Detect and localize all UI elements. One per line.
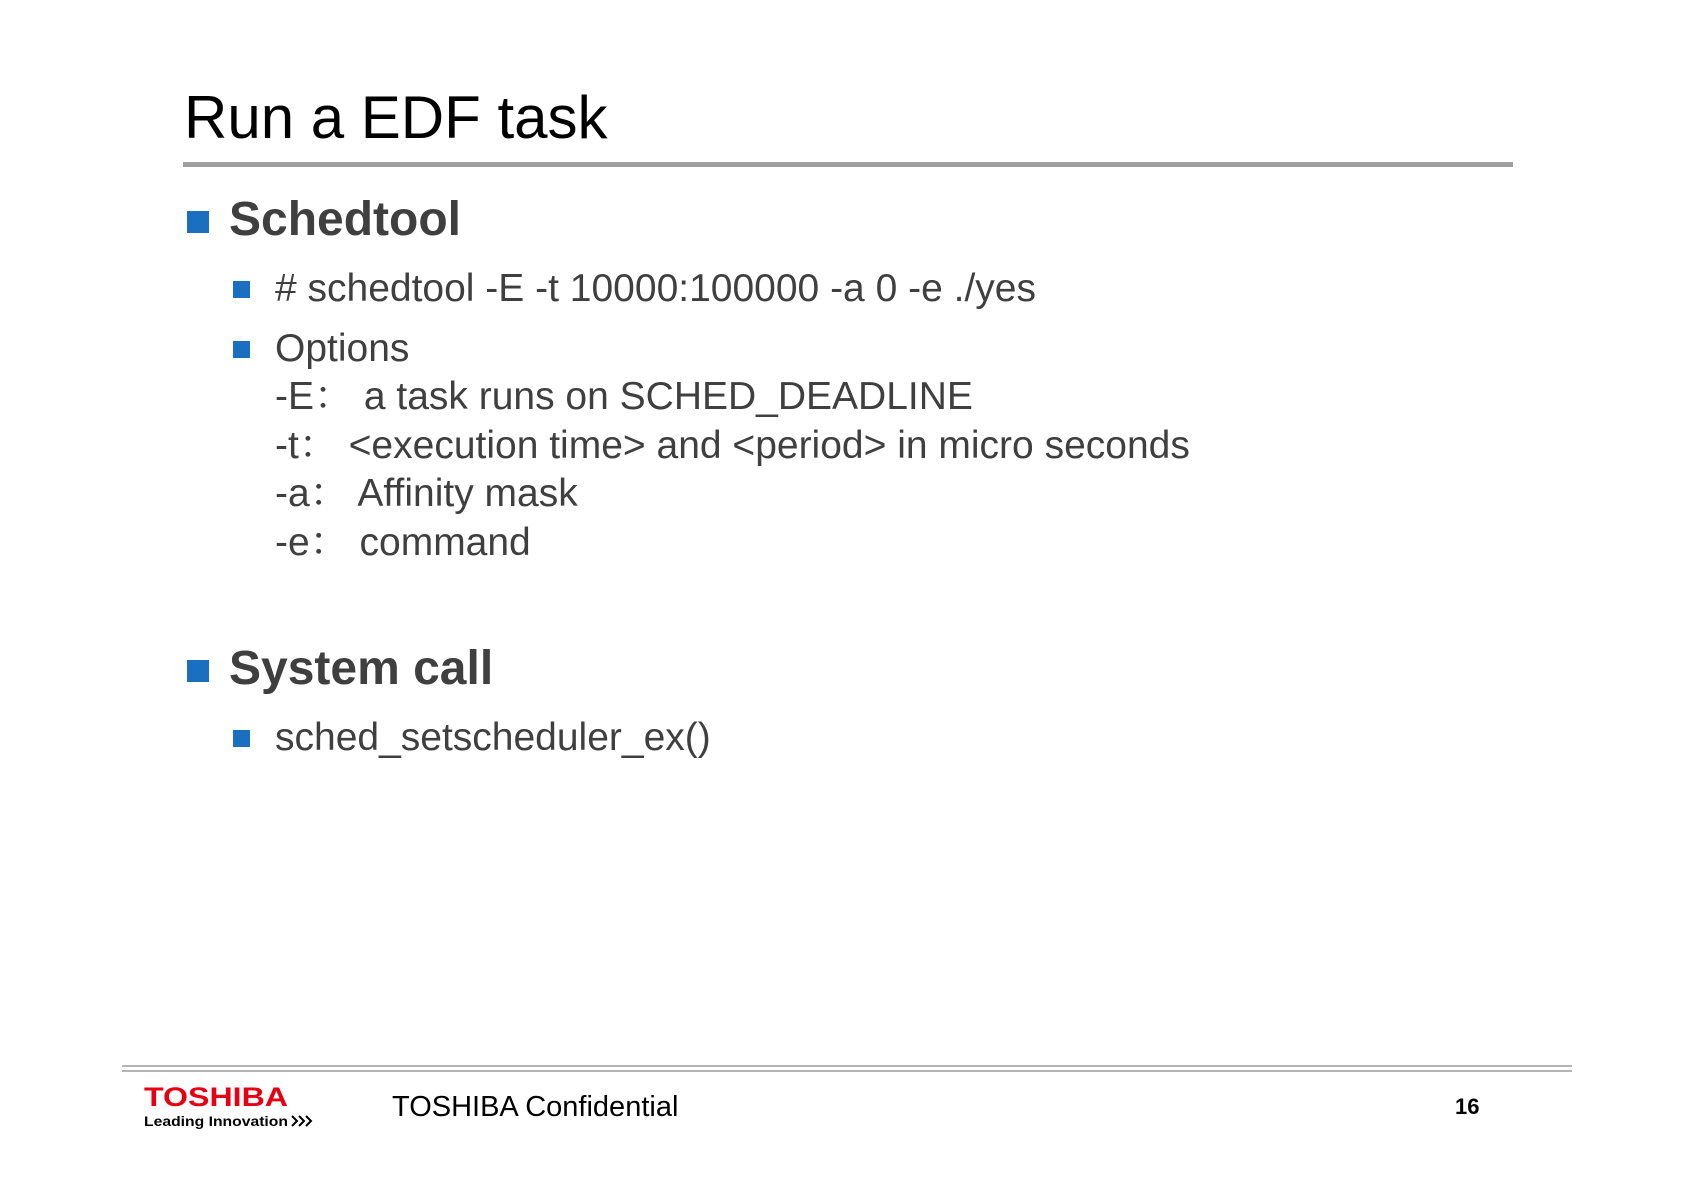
title-divider xyxy=(183,162,1513,167)
section-heading-schedtool: Schedtool xyxy=(229,193,462,246)
command-example: # schedtool -E -t 10000:100000 -a 0 -e ./yes xyxy=(275,267,1036,310)
bullet-square-icon xyxy=(187,211,209,233)
bullet-square-icon xyxy=(233,281,250,298)
page-number: 16 xyxy=(1455,1094,1480,1119)
slide-title: Run a EDF task xyxy=(184,84,608,151)
section-heading-system-call: System call xyxy=(229,642,494,695)
system-call-name: sched_setscheduler_ex() xyxy=(275,716,711,759)
footer-divider xyxy=(122,1070,1572,1072)
options-label: Options xyxy=(275,327,410,370)
option-detail: -E： a task runs on SCHED_DEADLINE xyxy=(275,375,973,418)
option-detail: -a： Affinity mask xyxy=(275,472,578,515)
svg-text:Leading Innovation: Leading Innovation xyxy=(144,1113,288,1129)
confidential-label: TOSHIBA Confidential xyxy=(392,1091,679,1123)
chevrons-right-icon xyxy=(292,1116,311,1126)
svg-text:TOSHIBA: TOSHIBA xyxy=(144,1082,288,1112)
bullet-square-icon xyxy=(187,660,209,682)
bullet-square-icon xyxy=(233,730,250,747)
option-detail: -e： command xyxy=(275,521,531,564)
footer-divider xyxy=(122,1065,1572,1067)
option-detail: -t： <execution time> and <period> in micro seconds xyxy=(275,424,1190,467)
bullet-square-icon xyxy=(233,341,250,358)
toshiba-logo xyxy=(144,1082,334,1132)
